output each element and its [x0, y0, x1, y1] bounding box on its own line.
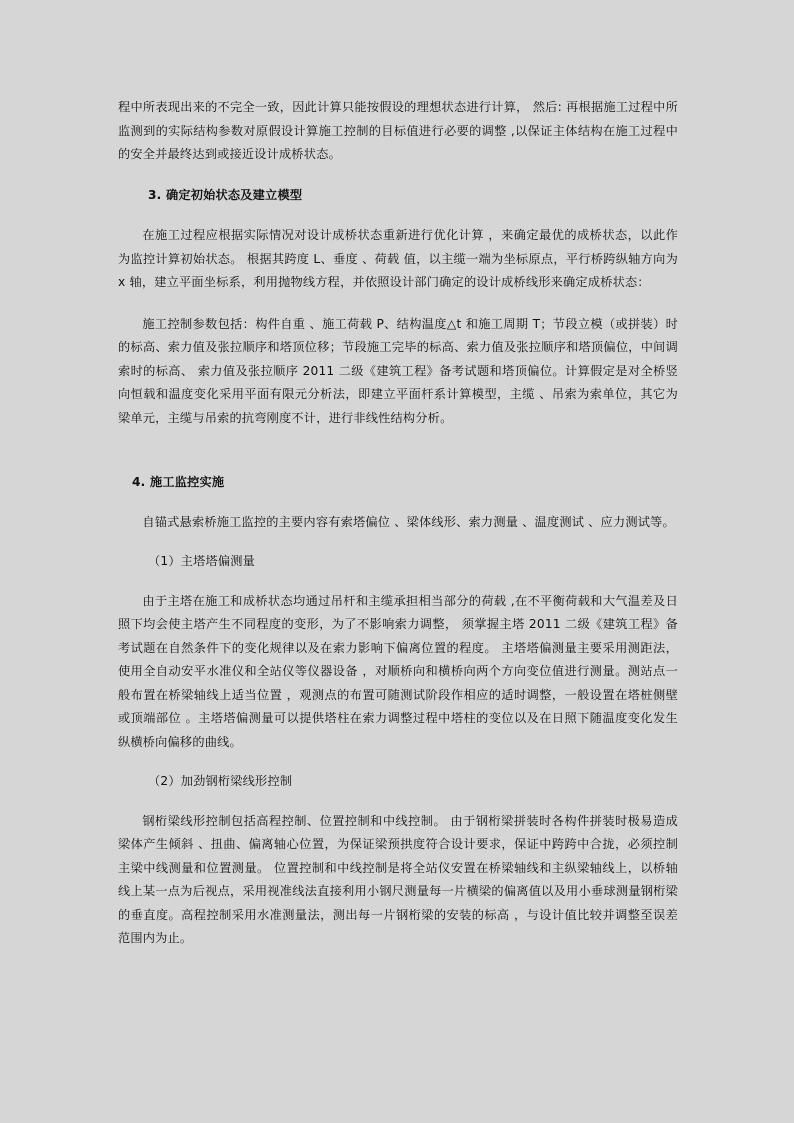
section-heading-4: 4. 施工监控实施 — [132, 475, 225, 489]
subheading-girder-alignment: （2）加劲钢桁梁线形控制 — [148, 774, 293, 788]
paragraph-continuation: 程中所表现出来的不完全一致，因此计算只能按假设的理想状态进行计算， 然后: 再根据施工过程中所监测到的实际结构参数对原假设计算施工控制的目标值进行必要的调整 ,以保证主体结构在施工过程中的安全并最终达到或接近设计成桥状态。 — [118, 100, 678, 161]
subheading-tower-deflection: （1）主塔塔偏测量 — [148, 554, 256, 568]
paragraph-initial-state: 在施工过程应根据实际情况对设计成桥状态重新进行优化计算 ，来确定最优的成桥状态，以此作为监控计算初始状态。 根据其跨度 L、垂度 、荷载 值，以主缆一端为坐标原点，平行桥跨纵轴方向为 x 轴，建立平面坐标系，利用抛物线方程，并依照设计部门确定的设计成桥线形来确定成桥状态： — [118, 228, 678, 289]
paragraph-monitoring-content: 自锚式悬索桥施工监控的主要内容有索塔偏位 、梁体线形、索力测量 、温度测试 、应力测试等。 — [142, 514, 675, 529]
paragraph-control-parameters: 施工控制参数包括：构件自重 、施工荷载 P、结构温度△t 和施工周期 T；节段立模（或拼装）时的标高、索力值及张拉顺序和塔顶位移；节段施工完毕的标高、索力值及张拉顺序和塔顶偏位，中间调索时的标高、 索力值及张拉顺序 2011 二级《建筑工程》备考试题和塔顶偏位。计算假定是对全桥竖向恒载和温度变化采用平面有限元分析法，即建立平面杆系计算模型，主缆 、吊索为索单位，其它为梁单元，主缆与吊索的抗弯刚度不计，进行非线性结构分析。 — [118, 316, 678, 425]
paragraph-tower-deflection: 由于主塔在施工和成桥状态均通过吊杆和主缆承担相当部分的荷载 ,在不平衡荷载和大气温差及日照下均会使主塔产生不同程度的变形，为了不影响索力调整， 须掌握主塔 2011 二级《建筑工程》备考试题在自然条件下的变化规律以及在索力影响下偏离位置的程度。 主塔塔偏测量主要采用测距法，使用全自动安平水准仪和全站仪等仪器设备 ，对顺桥向和横桥向两个方向变位值进行测量。测站点一般布置在桥梁轴线上适当位置 ，观测点的布置可随测试阶段作相应的适时调整，一般设置在塔桩侧壁或顶端部位 。主塔塔偏测量可以提供塔柱在索力调整过程中塔柱的变位以及在日照下随温度变化发生纵横桥向偏移的曲线。 — [118, 593, 678, 749]
document-body — [118, 96, 678, 951]
section-heading-3: 3. 确定初始状态及建立模型 — [148, 187, 303, 202]
paragraph-girder-alignment: 钢桁梁线形控制包括高程控制、位置控制和中线控制。 由于钢桁梁拼装时各构件拼装时极易造成梁体产生倾斜 、扭曲、偏离轴心位置，为保证梁预拱度符合设计要求，保证中跨跨中合拢，必须控制主梁中线测量和位置测量。 位置控制和中线控制是将全站仪安置在桥梁轴线和主纵梁轴线上，以桥轴线上某一点为后视点，采用视准线法直接利用小钢尺测量每一片横梁的偏离值以及用小垂球测量钢桁梁的垂直度。高程控制采用水准测量法，测出每一片钢桁梁的安装的标高 ，与设计值比较并调整至误差范围内为止。 — [118, 813, 678, 945]
